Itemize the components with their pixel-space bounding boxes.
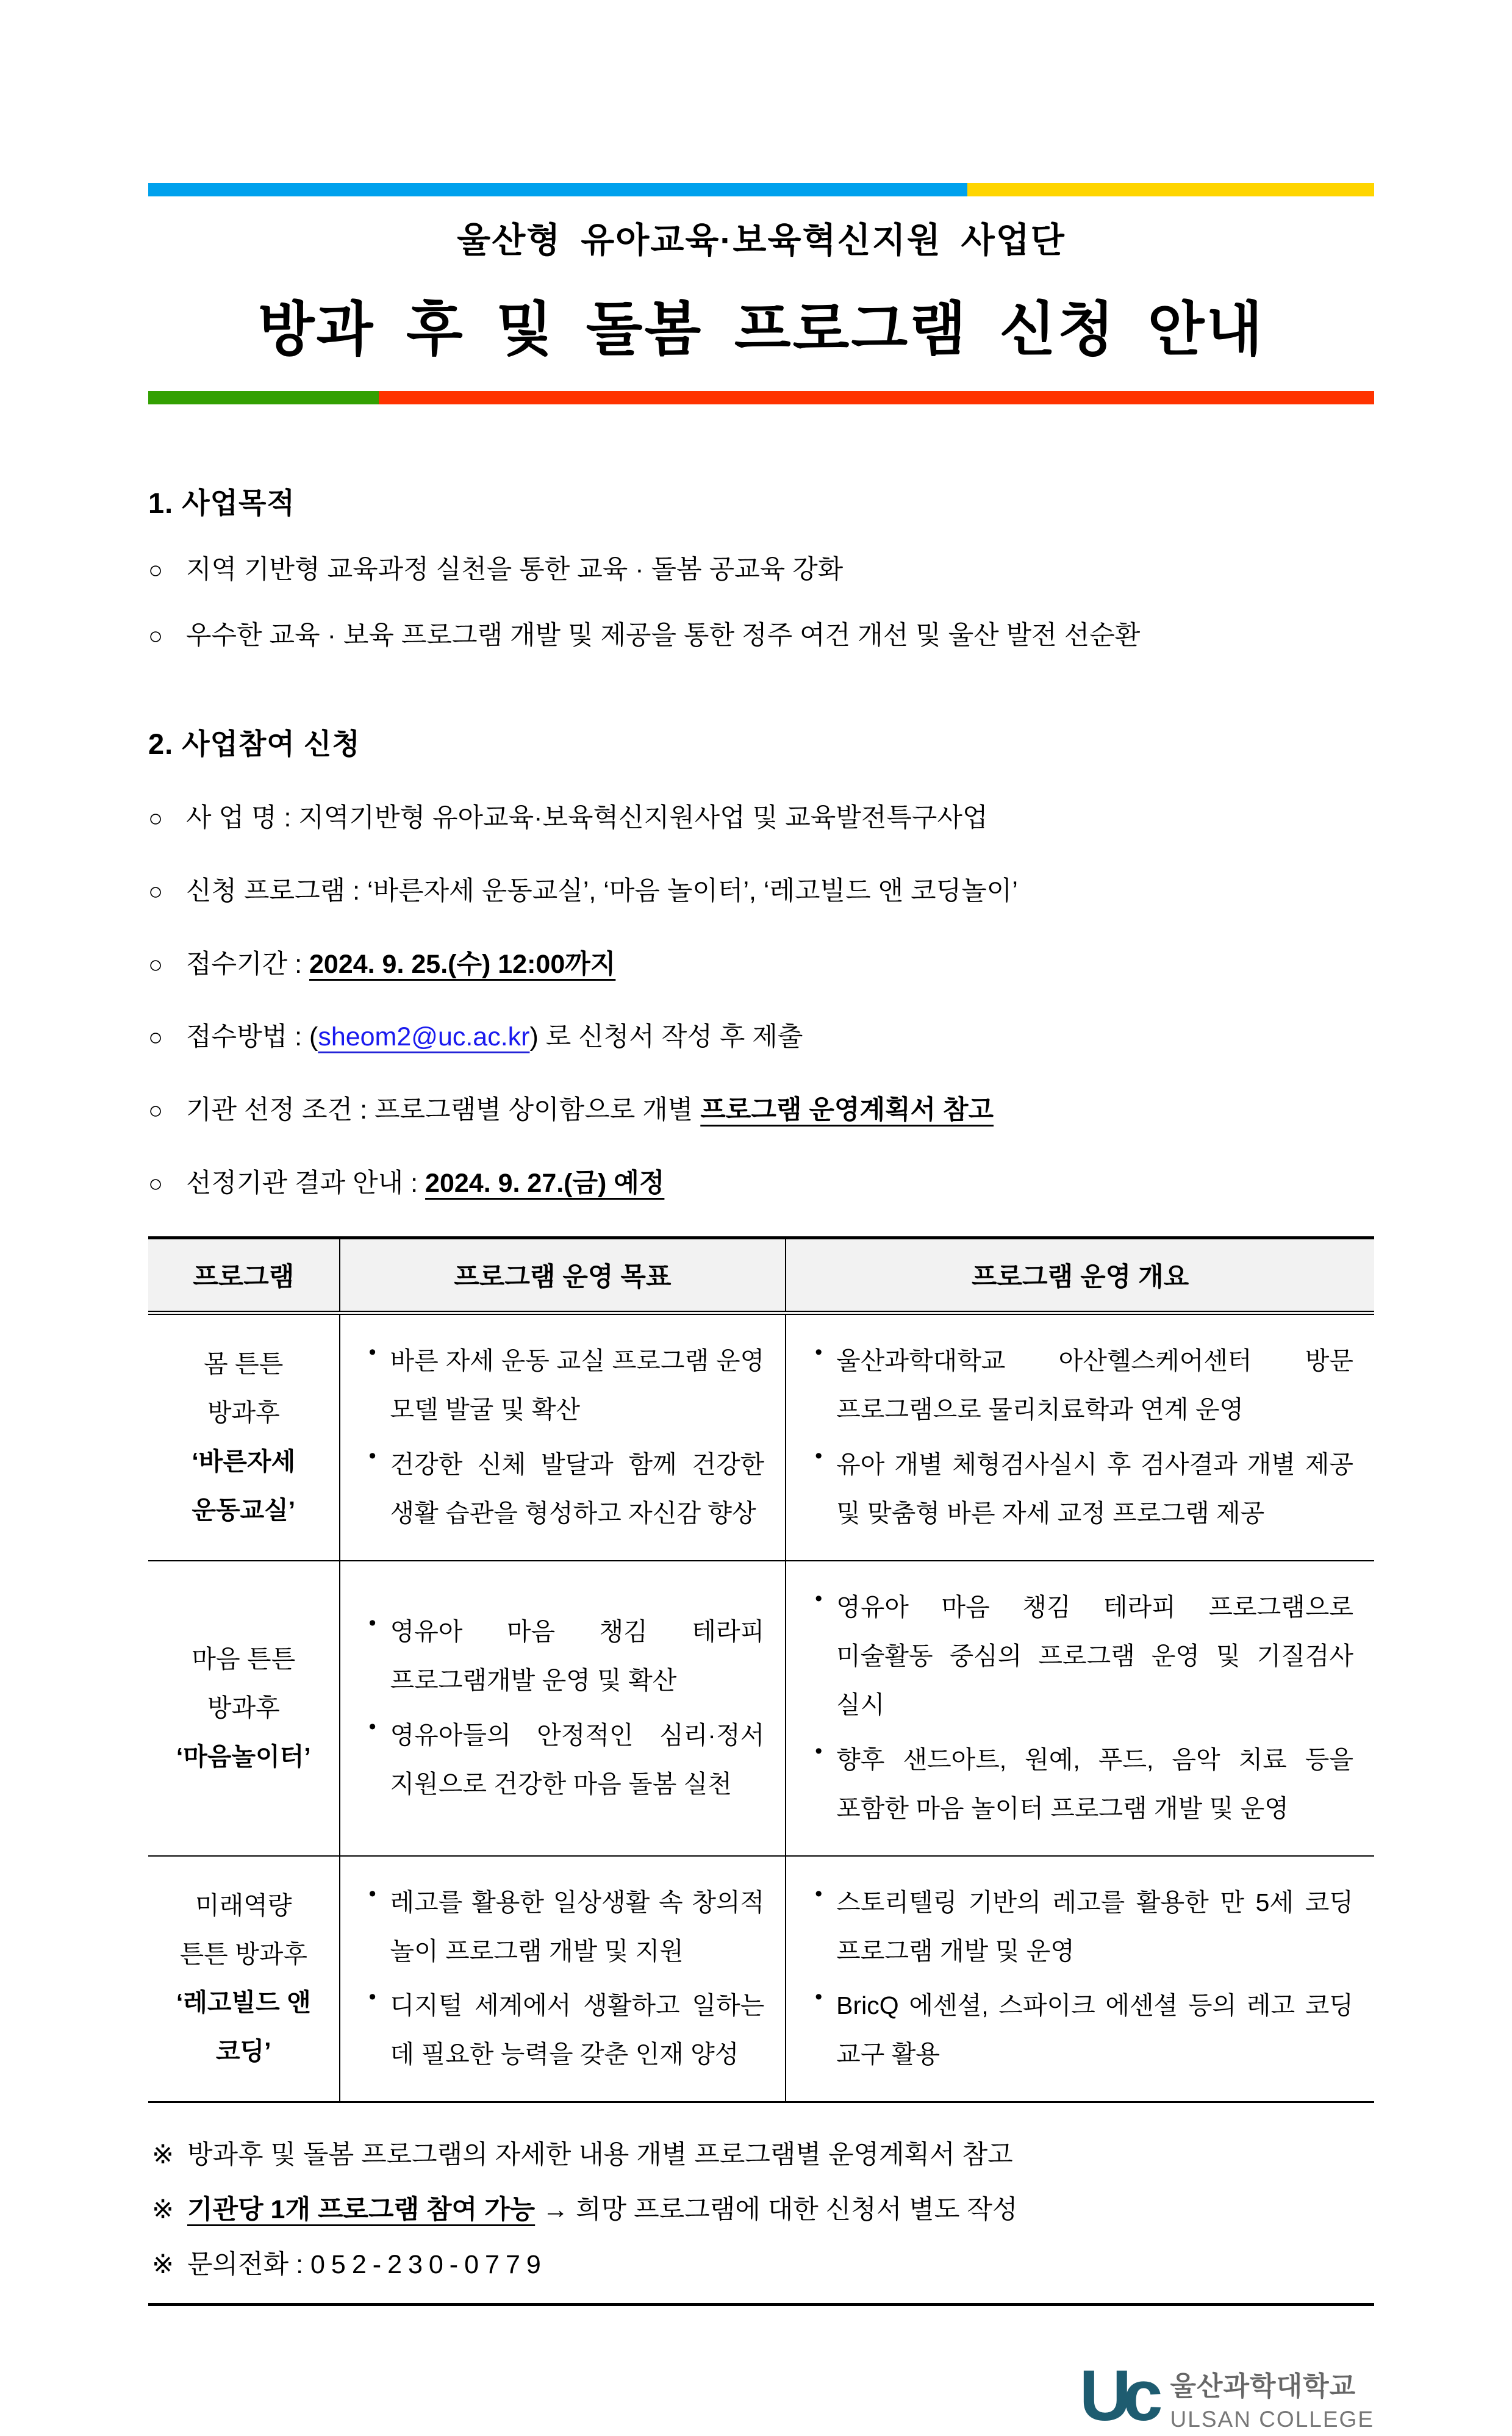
application-item-text: [186, 1167, 1374, 1201]
footnote-text: [187, 2248, 547, 2282]
circle-bullet-icon: ○: [148, 1097, 163, 1125]
dot-bullet-icon: •: [815, 1985, 823, 2009]
goal-cell: [340, 1856, 786, 2102]
application-item-result: [148, 1167, 1374, 1201]
goal-bullet: • 레고를 활용한 일상생활 속 창의적 놀이 프로그램 개발 및 지원: [355, 1879, 765, 1976]
table-header-row: [148, 1238, 1374, 1313]
program-line: 방과후: [207, 1399, 280, 1427]
dot-bullet-icon: •: [815, 1586, 823, 1610]
application-item-text: [186, 1020, 1374, 1055]
method-label: 접수방법 : (: [186, 1022, 318, 1052]
application-item-text: 사 업 명 : 지역기반형 유아교육·보육혁신지원사업 및 교육발전특구사업: [186, 803, 988, 833]
overview-bullet: • 영유아 마음 챙김 테라피 프로그램으로 미술활동 중심의 프로그램 운영 및 기질검사 실시: [801, 1583, 1353, 1730]
participation-suffix: → 희망 프로그램에 대한 신청서 별도 작성: [535, 2195, 1018, 2225]
method-suffix: ) 로 신청서 작성 후 제출: [529, 1022, 803, 1052]
program-line: 튼튼 방과후: [179, 1940, 307, 1968]
header-bottom-bar: [148, 391, 1374, 404]
circle-bullet-icon: ○: [148, 951, 163, 978]
program-line: 마음 튼튼: [192, 1644, 296, 1673]
section-application-heading: 2. 사업참여 신청: [148, 727, 360, 760]
dot-bullet-icon: •: [368, 1611, 376, 1635]
dot-bullet-icon: •: [368, 1341, 376, 1364]
column-header-goal: 프로그램 운영 목표: [340, 1238, 786, 1313]
application-item-programs: [148, 875, 1374, 909]
reference-mark-icon: ※: [152, 2195, 174, 2225]
participation-rule: 기관당 1개 프로그램 참여 가능: [187, 2195, 536, 2225]
goal-bullet: • 건강한 신체 발달과 함께 건강한 생활 습관을 형성하고 자신감 향상: [355, 1441, 765, 1538]
purpose-item-text: 우수한 교육 · 보육 프로그램 개발 및 제공을 통한 정주 여건 개선 및 울산 발전 선순환: [186, 620, 1141, 650]
email-wrap: [318, 1022, 529, 1051]
program-line: 미래역량: [195, 1891, 292, 1919]
logo-text-block: [1170, 2364, 1374, 2432]
goal-cell: [340, 1561, 786, 1856]
dot-bullet-icon: •: [368, 1882, 376, 1905]
section-application: [148, 722, 1374, 1201]
header-bar-red-segment: [379, 391, 1374, 404]
overview-cell: [786, 1856, 1374, 2102]
overview-bullet: • 유아 개별 체형검사실시 후 검사결과 개별 제공 및 맞춤형 바른 자세 교정 프로그램 제공: [801, 1441, 1353, 1538]
footnote-contact: [152, 2248, 1374, 2282]
program-name-cell: [148, 1856, 340, 2102]
circle-bullet-icon: ○: [148, 622, 163, 650]
section-purpose: [148, 481, 1374, 653]
application-item-criteria: [148, 1094, 1374, 1128]
program-line: 몸 튼튼: [204, 1350, 284, 1378]
section-purpose-heading: 1. 사업목적: [148, 487, 295, 519]
application-item-text: [186, 1094, 1374, 1128]
ulsan-college-logo: [1079, 2355, 1374, 2436]
circle-bullet-icon: ○: [148, 878, 163, 905]
header-bar-green-segment: [148, 391, 379, 404]
dot-bullet-icon: •: [368, 1714, 376, 1738]
column-header-program: 프로그램: [148, 1238, 340, 1313]
program-line: ‘마음놀이터’: [176, 1742, 311, 1771]
reference-mark-icon: ※: [152, 2140, 174, 2170]
application-item-text: 신청 프로그램 : ‘바른자세 운동교실’, ‘마음 놀이터’, ‘레고빌드 앤 코딩놀이’: [186, 876, 1018, 906]
goal-bullet: • 영유아들의 안정적인 심리·정서 지원으로 건강한 마음 돌봄 실천: [355, 1711, 765, 1809]
purpose-item-text: 지역 기반형 교육과정 실천을 통한 교육 · 돌봄 공교육 강화: [186, 555, 844, 584]
program-table: [148, 1236, 1374, 2103]
circle-bullet-icon: ○: [148, 804, 163, 832]
logo-korean-name: 울산과학대학교: [1170, 2371, 1356, 2401]
overview-cell: [786, 1561, 1374, 1856]
program-line: 방과후: [207, 1693, 280, 1722]
goal-cell: [340, 1313, 786, 1561]
circle-bullet-icon: ○: [148, 557, 163, 584]
purpose-item: [148, 553, 1374, 587]
page-title: 방과 후 및 돌봄 프로그램 신청 안내: [257, 297, 1265, 362]
footnote-participation: [152, 2193, 1374, 2227]
dot-bullet-icon: •: [815, 1341, 823, 1364]
footer: [148, 2355, 1374, 2436]
header-bar-yellow-segment: [967, 183, 1374, 196]
deadline-label: 접수기간 :: [186, 949, 309, 979]
application-item-business-name: [148, 801, 1374, 836]
circle-bullet-icon: ○: [148, 1024, 163, 1051]
footnote-detail: [152, 2138, 1374, 2173]
contact-label: 문의전화 :: [187, 2250, 310, 2280]
table-row: [148, 1313, 1374, 1561]
program-line: 코딩’: [215, 2037, 271, 2066]
overview-bullet: • 스토리텔링 기반의 레고를 활용한 만 5세 코딩 프로그램 개발 및 운영: [801, 1879, 1353, 1976]
dot-bullet-icon: •: [815, 1739, 823, 1763]
column-header-overview: 프로그램 운영 개요: [786, 1238, 1374, 1313]
application-item-method: [148, 1020, 1374, 1055]
footnote-text: [187, 2193, 1017, 2227]
footnotes: [148, 2103, 1374, 2306]
table-row: [148, 1561, 1374, 1856]
result-date: 2024. 9. 27.(금) 예정: [425, 1169, 665, 1198]
deadline-date: 2024. 9. 25.(수) 12:00까지: [309, 949, 616, 979]
organization-subtitle: 울산형 유아교육·보육혁신지원 사업단: [457, 221, 1066, 260]
dot-bullet-icon: •: [815, 1882, 823, 1905]
circle-bullet-icon: ○: [148, 1170, 163, 1198]
program-name-cell: [148, 1561, 340, 1856]
result-label: 선정기관 결과 안내 :: [186, 1169, 426, 1198]
overview-bullet: • 향후 샌드아트, 원예, 푸드, 음악 치료 등을 포함한 마음 놀이터 프로그램 개발 및 운영: [801, 1736, 1353, 1833]
header-top-bar: [148, 183, 1374, 196]
email-link[interactable]: sheom2@uc.ac.kr: [318, 1022, 530, 1052]
goal-bullet: • 바른 자세 운동 교실 프로그램 운영 모델 발굴 및 확산: [355, 1337, 765, 1435]
program-line: ‘레고빌드 앤: [176, 1988, 311, 2017]
program-line: 운동교실’: [192, 1496, 296, 1524]
header-bar-blue-segment: [148, 183, 967, 196]
uc-logo-icon: Uc: [1079, 2355, 1155, 2436]
goal-bullet: • 영유아 마음 챙김 테라피 프로그램개발 운영 및 확산: [355, 1608, 765, 1705]
overview-bullet: • BricQ 에센셜, 스파이크 에센셜 등의 레고 코딩 교구 활용: [801, 1982, 1353, 2079]
dot-bullet-icon: •: [368, 1985, 376, 2009]
dot-bullet-icon: •: [815, 1444, 823, 1467]
reference-mark-icon: ※: [152, 2250, 174, 2280]
overview-bullet: • 울산과학대학교 아산헬스케어센터 방문 프로그램으로 물리치료학과 연계 운영: [801, 1337, 1353, 1435]
program-line: ‘바른자세: [192, 1447, 296, 1475]
purpose-item: [148, 619, 1374, 653]
logo-english-name: ULSAN COLLEGE: [1170, 2406, 1374, 2432]
criteria-label: 기관 선정 조건 : 프로그램별 상이함으로 개별: [186, 1095, 701, 1125]
goal-bullet: • 디지털 세계에서 생활하고 일하는 데 필요한 능력을 갖춘 인재 양성: [355, 1982, 765, 2079]
application-item-text: [186, 948, 1374, 982]
program-name-cell: [148, 1313, 340, 1561]
application-item-deadline: [148, 948, 1374, 982]
criteria-reference: 프로그램 운영계획서 참고: [700, 1095, 994, 1125]
table-row: [148, 1856, 1374, 2102]
contact-phone-number: 052-230-0779: [310, 2250, 547, 2280]
dot-bullet-icon: •: [368, 1444, 376, 1467]
footnote-text: 방과후 및 돌봄 프로그램의 자세한 내용 개별 프로그램별 운영계획서 참고: [187, 2140, 1013, 2170]
overview-cell: [786, 1313, 1374, 1561]
